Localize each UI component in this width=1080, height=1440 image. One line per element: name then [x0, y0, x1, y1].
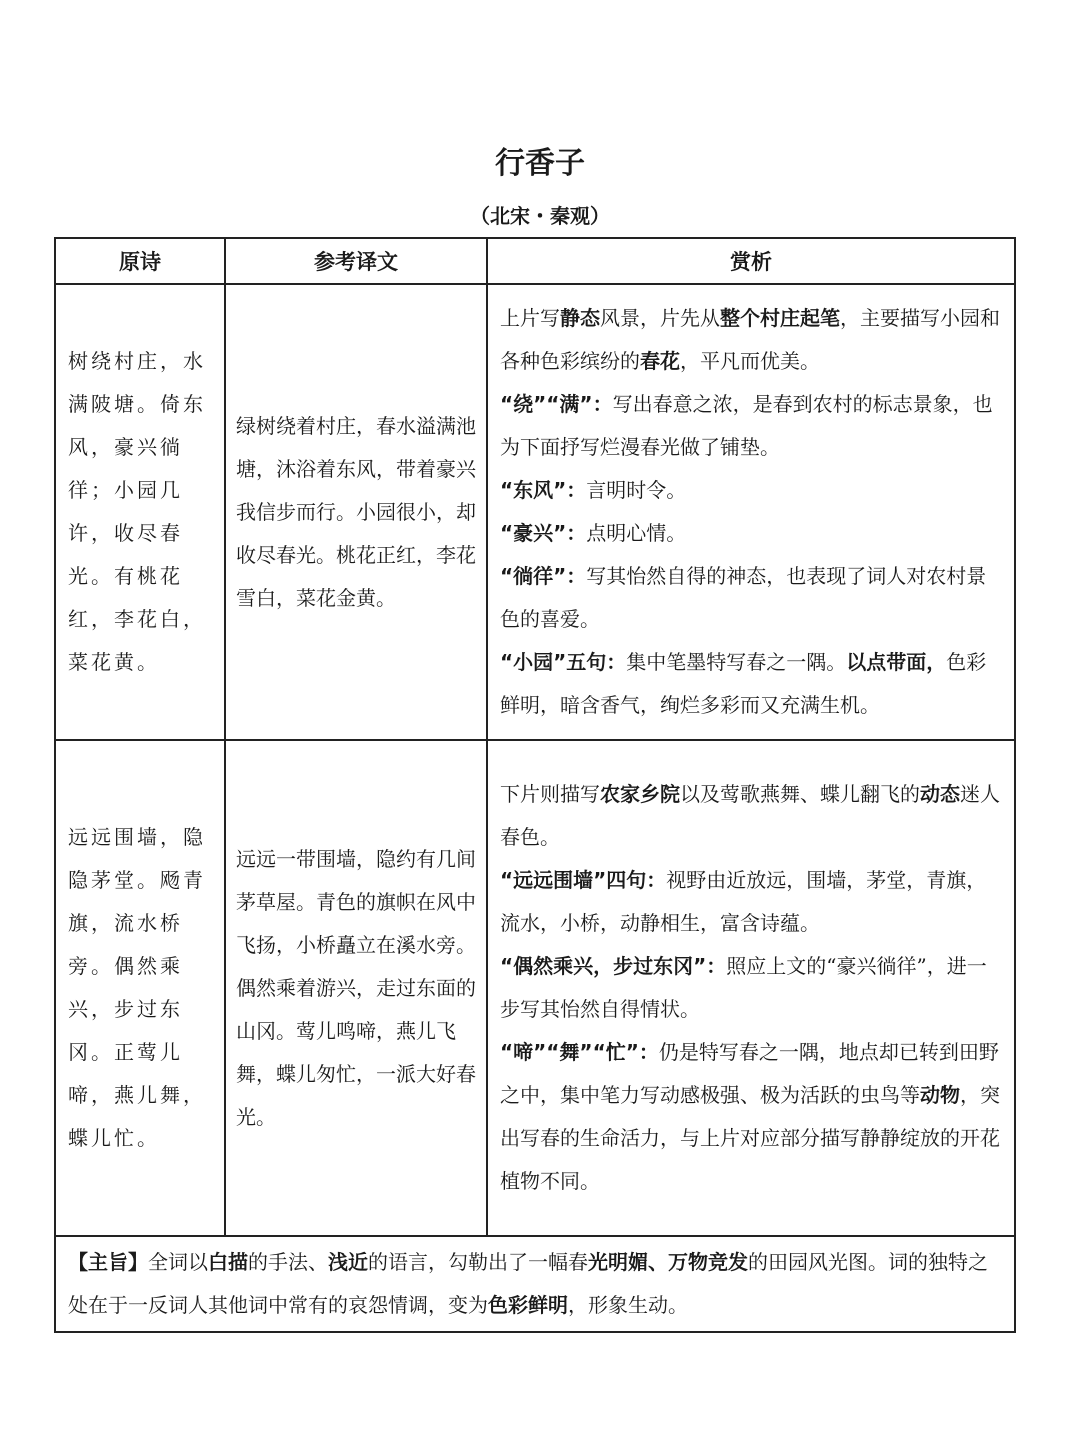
author-line: （北宋・秦观） — [470, 204, 610, 228]
analysis-paragraph: “东风”：言明时令。 — [500, 478, 687, 502]
table-header-row — [55, 238, 1015, 284]
header-translation: 参考译文 — [225, 238, 487, 284]
analysis-paragraph: “徜徉”：写其怡然自得的神态，也表现了词人对农村景色的喜爱。 — [500, 564, 987, 631]
page-title: 行香子 — [495, 146, 585, 181]
translation-cell: 绿树绕着村庄，春水溢满池塘，沐浴着东风，带着豪兴我信步而行。小园很小，却收尽春光。桃花正红，李花雪白，菜花金黄。 — [225, 284, 487, 740]
analysis-paragraph: 下片则描写农家乡院以及莺歌燕舞、蝶儿翻飞的动态迷人春色。 — [500, 782, 1000, 849]
summary-cell: 【主旨】全词以白描的手法、浅近的语言，勾勒出了一幅春光明媚、万物竞发的田园风光图。词的独特之处在于一反词人其他词中常有的哀怨情调，变为色彩鲜明，形象生动。 — [55, 1236, 1015, 1332]
poem-cell: 远远围墙，隐隐茅堂。飏青旗，流水桥旁。偶然乘兴，步过东冈。正莺儿啼，燕儿舞，蝶儿忙。 — [55, 740, 225, 1236]
analysis-cell — [487, 284, 1015, 740]
analysis-paragraph: “啼”“舞”“忙”：仍是特写春之一隅，地点却已转到田野之中，集中笔力写动感极强、极为活跃的虫鸟等动物，突出写春的生命活力，与上片对应部分描写静静绽放的开花植物不同。 — [500, 1040, 1000, 1193]
analysis-paragraph: “远远围墙”四句：视野由近放远，围墙，茅堂，青旗，流水，小桥，动静相生，富含诗蕴。 — [500, 868, 987, 935]
analysis-paragraph: 上片写静态风景，片先从整个村庄起笔，主要描写小园和各种色彩缤纷的春花，平凡而优美。 — [500, 306, 1000, 373]
poem-cell: 树绕村庄，水满陂塘。倚东风，豪兴徜徉；小园几许，收尽春光。有桃花红，李花白，菜花黄。 — [55, 284, 225, 740]
analysis-cell — [487, 740, 1015, 1236]
summary-row — [55, 1236, 1015, 1332]
translation-cell: 远远一带围墙，隐约有几间茅草屋。青色的旗帜在风中飞扬，小桥矗立在溪水旁。偶然乘着游兴，走过东面的山冈。莺儿鸣啼，燕儿飞舞，蝶儿匆忙，一派大好春光。 — [225, 740, 487, 1236]
header-analysis: 赏析 — [487, 238, 1015, 284]
analysis-paragraph: “绕”“满”：写出春意之浓，是春到农村的标志景象，也为下面抒写烂漫春光做了铺垫。 — [500, 392, 993, 459]
analysis-table — [54, 237, 1016, 1333]
analysis-paragraph: “豪兴”：点明心情。 — [500, 521, 687, 545]
header-original-poem: 原诗 — [55, 238, 225, 284]
table-row — [55, 740, 1015, 1236]
analysis-paragraph: “小园”五句：集中笔墨特写春之一隅。以点带面，色彩鲜明，暗含香气，绚烂多彩而又充满生机。 — [500, 650, 987, 717]
analysis-paragraph: “偶然乘兴，步过东冈”：照应上文的“豪兴徜徉”，进一步写其怡然自得情状。 — [500, 954, 987, 1021]
table-row — [55, 284, 1015, 740]
